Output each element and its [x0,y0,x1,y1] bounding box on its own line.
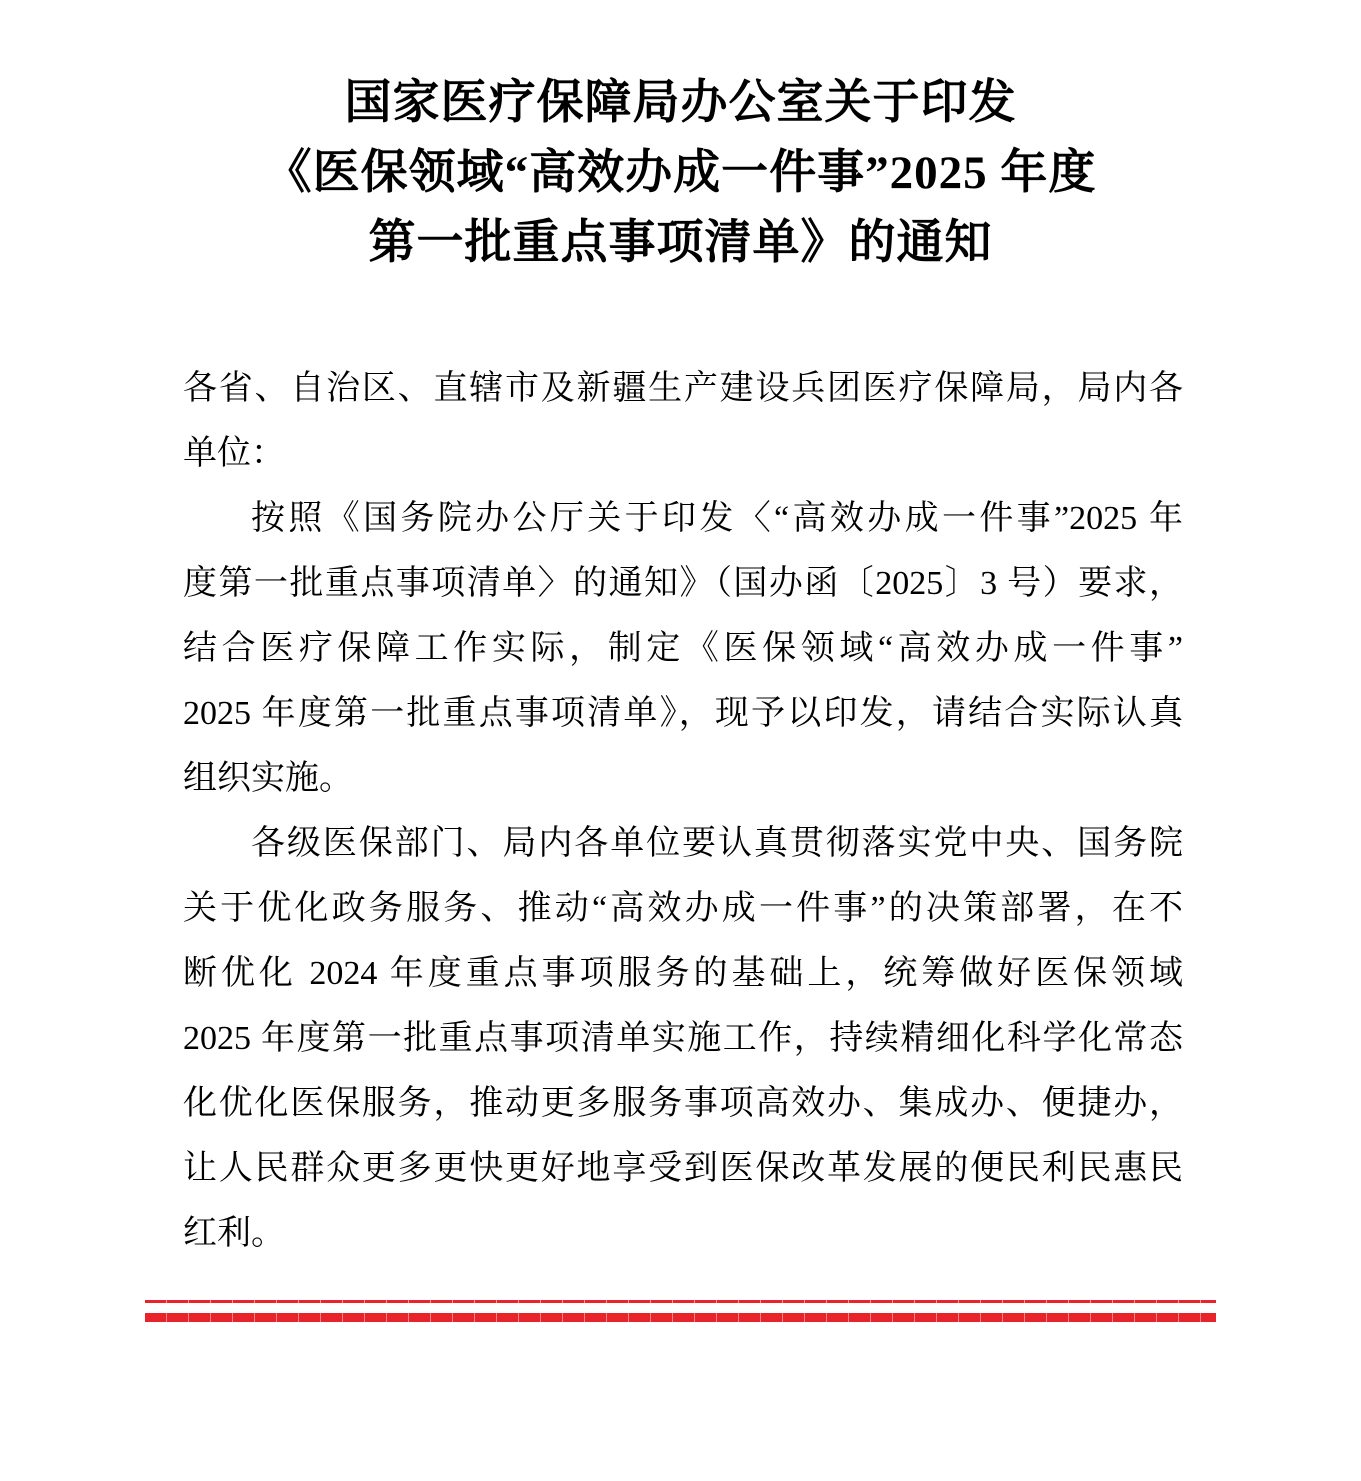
footer-separator-thick-line [145,1313,1216,1322]
body-line-2: 单位： [183,435,285,472]
body-line-1: 各省、自治区、直辖市及新疆生产建设兵团医疗保障局，局内各 [183,370,1183,407]
body-line-3: 按照《国务院办公厅关于印发〈“高效办成一件事”2025 年 [251,500,1183,537]
footer-separator [145,1300,1216,1322]
body-line-13: 让人民群众更多更快更好地享受到医保改革发展的便民利民惠民 [183,1150,1183,1187]
body-line-4: 度第一批重点事项清单〉的通知》（国办函〔2025〕3 号）要求， [183,565,1183,602]
body-line-9: 关于优化政务服务、推动“高效办成一件事”的决策部署，在不 [183,890,1183,927]
body-line-5: 结合医疗保障工作实际，制定《医保领域“高效办成一件事” [183,630,1183,667]
footer-separator-thin-line [145,1300,1216,1303]
body-line-8: 各级医保部门、局内各单位要认真贯彻落实党中央、国务院 [251,825,1183,862]
body-line-11: 2025 年度第一批重点事项清单实施工作，持续精细化科学化常态 [183,1020,1183,1057]
body-line-7: 组织实施。 [183,760,353,797]
body-line-6: 2025 年度第一批重点事项清单》，现予以印发，请结合实际认真 [183,695,1183,732]
title-line-2: 《医保领域“高效办成一件事”2025 年度 [264,147,1097,199]
document-title [0,68,1361,278]
body-line-10: 断优化 2024 年度重点事项服务的基础上，统筹做好医保领域 [183,955,1183,992]
title-line-3: 第一批重点事项清单》的通知 [368,217,993,269]
title-line-1: 国家医疗保障局办公室关于印发 [344,77,1017,129]
document-body [183,356,1183,1266]
body-line-14: 红利。 [183,1215,285,1252]
body-line-12: 化优化医保服务，推动更多服务事项高效办、集成办、便捷办， [183,1085,1183,1122]
